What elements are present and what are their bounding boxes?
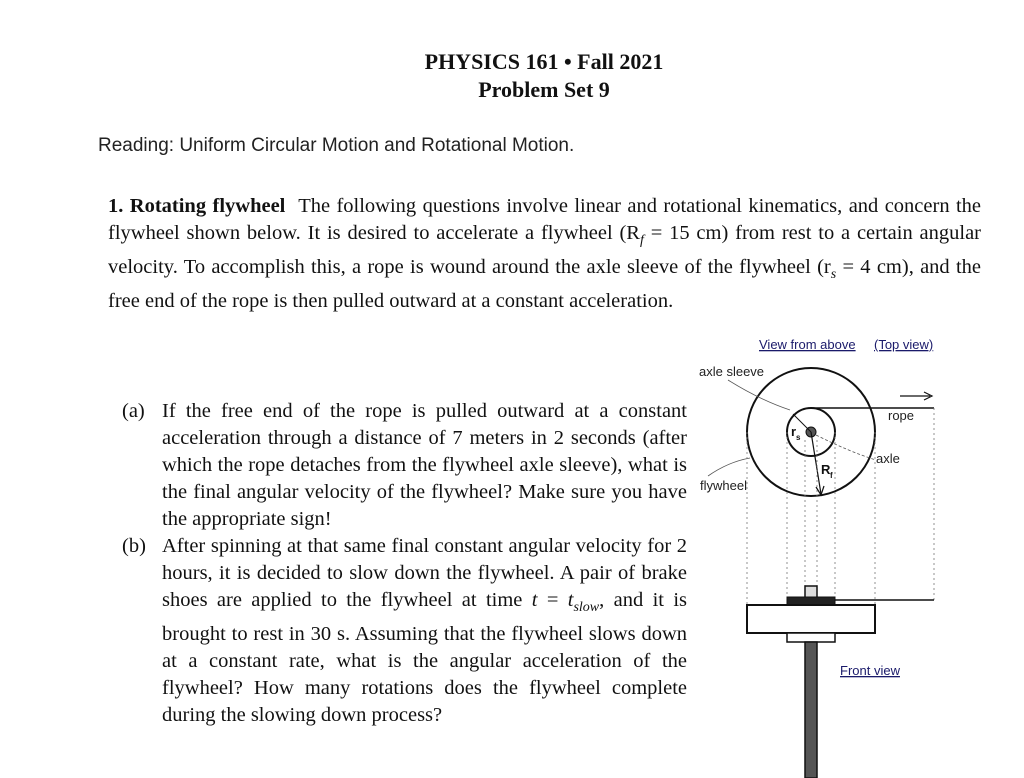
problem-mid: from rest to a certain angular velocity. To accomplish this, a rope is wound around the axle sleeve of the flywheel (r — [108, 222, 982, 279]
part-b-label: (b) — [122, 535, 146, 557]
flywheel-label: flywheel — [700, 478, 747, 493]
front-view-label: Front view — [840, 663, 900, 678]
problem-intro: The following questions involve linear and rotational kinematics, and concern the flywheel shown below. It is desired to accelerate a flywheel (R — [108, 195, 982, 244]
part-b-text-2: , and it is brought to rest in 30 s. Assuming that the flywheel slows down at a constant rate, what is the angular acceleration of the flywheel? How many rotations does the flywheel complete during the slowing down process? — [162, 589, 688, 727]
flywheel-front — [747, 605, 875, 633]
axle-front — [805, 642, 817, 778]
part-a-label: (a) — [122, 400, 145, 422]
flywheel-leader — [708, 458, 750, 476]
rf-label: R — [821, 462, 831, 477]
axle-sleeve-front — [787, 597, 835, 605]
rs-label-sub: s — [796, 433, 801, 442]
projection-lines — [747, 408, 934, 608]
part-b — [122, 533, 687, 729]
top-view-label: (Top view) — [874, 337, 934, 352]
problem-number: 1. — [108, 195, 124, 217]
problem-set-title: Problem Set 9 — [478, 77, 610, 102]
view-from-above-label: View from above — [759, 337, 856, 352]
rs-value: = 4 cm) — [836, 256, 909, 279]
equals-sign: = — [537, 589, 568, 611]
t-slow-variable: t — [567, 589, 574, 611]
slow-subscript: slow — [573, 600, 600, 616]
problem-1-statement — [108, 193, 981, 315]
problem-name: Rotating flywheel — [129, 195, 286, 217]
rf-radius-line — [811, 432, 821, 494]
reading-assignment: Reading: Uniform Circular Motion and Rotational Motion. — [98, 135, 575, 156]
problem-parts — [122, 398, 687, 729]
rs-label: r — [791, 424, 797, 439]
axle-sleeve-label: axle sleeve — [699, 364, 765, 379]
rs-subscript: s — [830, 267, 837, 283]
time-variable: t — [531, 589, 538, 611]
axle-label: axle — [876, 451, 900, 466]
rope-label: rope — [888, 408, 915, 423]
part-b-text-1: After spinning at that same final constant angular velocity for 2 hours, it is decided to slow down the flywheel. A pair of brake shoes are applied to the flywheel at time — [162, 535, 687, 611]
part-a-text: If the free end of the rope is pulled outward at a constant acceleration through a distance of 7 meters in 2 seconds (after which the rope detaches from the flywheel axle sleeve), what is the final angular velocity of the flywheel? Make sure you have the appropriate sign! — [162, 400, 687, 530]
flywheel-diagram — [690, 330, 1024, 778]
course-header: PHYSICS 161 • Fall 2021 — [424, 49, 664, 74]
axle-top-cap — [805, 586, 817, 598]
problem-end: , and the free end of the rope is then pulled outward at a constant acceleration. — [108, 256, 981, 313]
part-a — [122, 398, 687, 533]
rf-label-sub: f — [830, 471, 833, 480]
lower-sleeve-front — [787, 633, 835, 642]
axle-leader — [816, 435, 876, 460]
rf-value: = 15 cm) — [643, 222, 729, 244]
rf-subscript: f — [640, 233, 644, 249]
